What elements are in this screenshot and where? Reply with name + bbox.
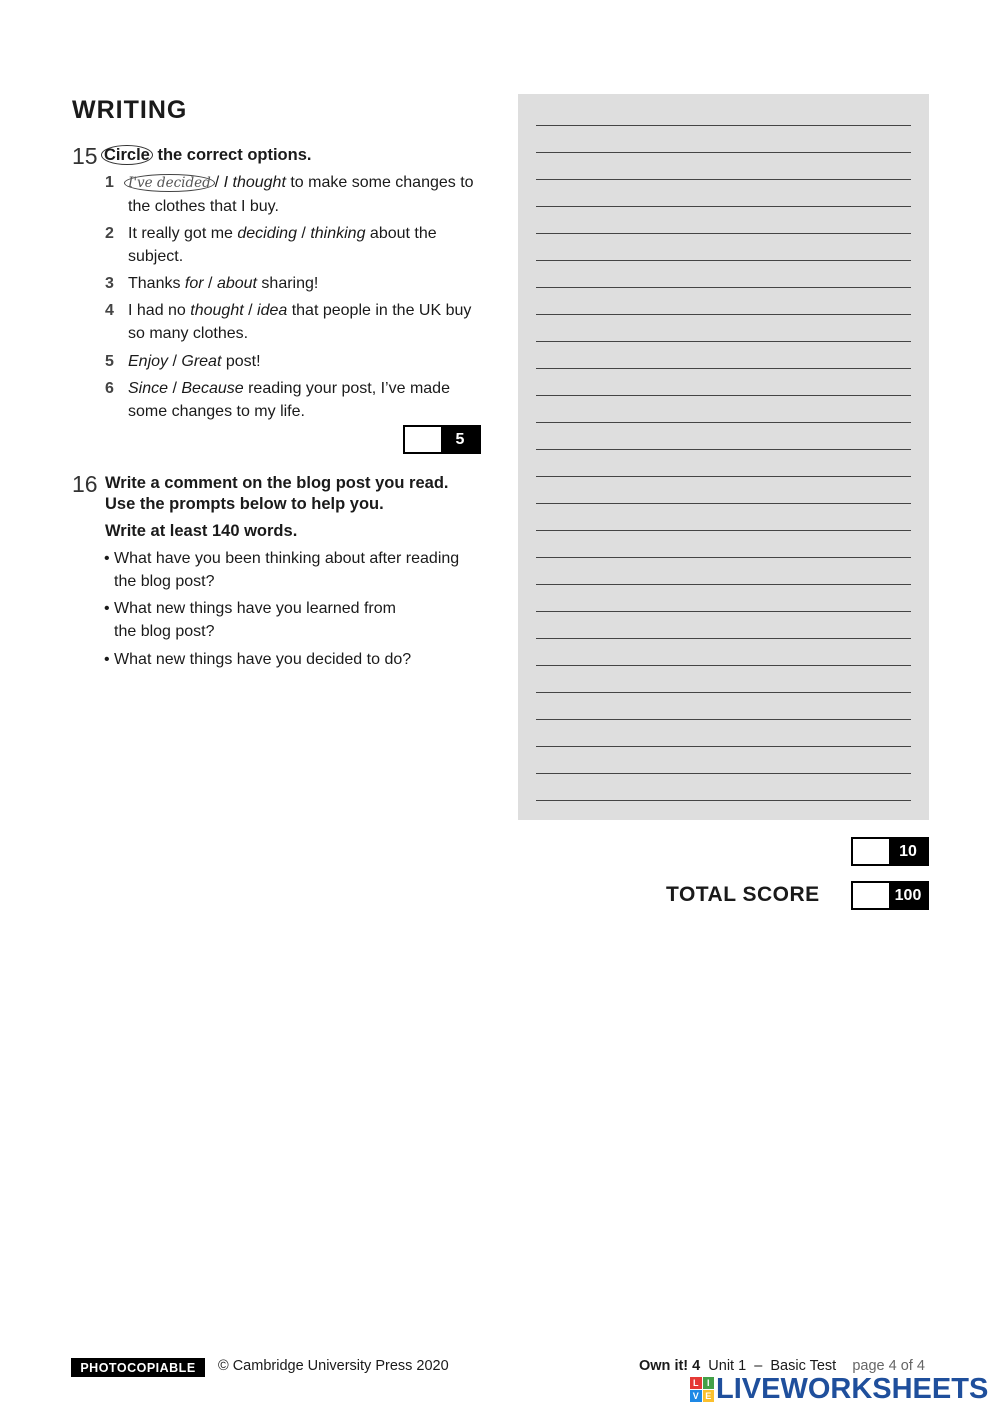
circled-answer[interactable]: I've decided <box>124 174 215 192</box>
writing-line[interactable] <box>536 341 911 342</box>
item-text: sharing! <box>256 275 319 292</box>
writing-line[interactable] <box>536 530 911 531</box>
option-a[interactable]: for <box>184 275 204 292</box>
prompt-2 <box>104 597 484 643</box>
writing-line[interactable] <box>536 773 911 774</box>
item-text: to make some changes to the clothes that I buy. <box>128 174 474 215</box>
item-text: I had no <box>128 302 191 319</box>
q15-item-5 <box>105 350 475 373</box>
q16-instruction-2: Use the prompts below to help you. <box>105 495 384 513</box>
separator: / <box>214 174 224 191</box>
option-b[interactable]: Great <box>181 353 222 370</box>
logo-icon <box>690 1377 714 1401</box>
book-title: Own it! 4 <box>639 1358 701 1374</box>
item-text: about the subject. <box>128 225 437 265</box>
logo-letter: E <box>703 1390 715 1402</box>
score-input[interactable] <box>405 427 441 452</box>
option-a[interactable]: deciding <box>237 225 297 242</box>
option-b[interactable]: idea <box>257 302 288 319</box>
item-text: Thanks <box>128 275 185 292</box>
item-number: 5 <box>105 353 114 370</box>
score-max: 10 <box>889 839 927 864</box>
writing-line[interactable] <box>536 152 911 153</box>
item-text: It really got me <box>128 225 238 242</box>
q16-instruction-1: Write a comment on the blog post you read. <box>105 474 449 492</box>
logo-letter: V <box>690 1390 702 1402</box>
writing-line[interactable] <box>536 476 911 477</box>
writing-line[interactable] <box>536 692 911 693</box>
writing-line[interactable] <box>536 287 911 288</box>
liveworksheets-logo <box>690 1374 988 1404</box>
writing-line[interactable] <box>536 179 911 180</box>
writing-line[interactable] <box>536 395 911 396</box>
writing-line[interactable] <box>536 503 911 504</box>
separator: / <box>296 225 311 242</box>
total-score-box <box>851 881 929 910</box>
total-score-max: 100 <box>889 883 927 908</box>
option-a[interactable]: thought <box>190 302 244 319</box>
option-b[interactable]: about <box>216 275 257 292</box>
logo-letter: L <box>690 1377 702 1389</box>
writing-line[interactable] <box>536 611 911 612</box>
prompt-text: • What new things have you decided to do? <box>104 651 412 668</box>
item-number: 3 <box>105 275 114 292</box>
test-name: Basic Test <box>770 1358 837 1374</box>
instruction-rest: the correct options. <box>157 146 312 164</box>
writing-area[interactable] <box>518 94 929 820</box>
question-15-instruction <box>104 144 311 166</box>
prompt-1 <box>104 547 484 593</box>
item-number: 4 <box>105 302 114 319</box>
copyright: © Cambridge University Press 2020 <box>218 1358 449 1374</box>
q16-instruction-3: Write at least 140 words. <box>105 522 298 540</box>
page-number: page 4 of 4 <box>852 1358 925 1374</box>
writing-line[interactable] <box>536 719 911 720</box>
question-16-number: 16 <box>72 471 98 497</box>
total-score-label: TOTAL SCORE <box>666 883 820 906</box>
total-score-input[interactable] <box>853 883 889 908</box>
q15-item-6 <box>105 377 475 423</box>
score-max: 5 <box>441 427 479 452</box>
q15-item-2 <box>105 222 475 268</box>
item-text: post! <box>221 353 261 370</box>
logo-letter: I <box>703 1377 715 1389</box>
photocopiable-badge: PHOTOCOPIABLE <box>71 1358 205 1377</box>
separator: / <box>243 302 258 319</box>
writing-line[interactable] <box>536 800 911 801</box>
option-a[interactable]: Since <box>128 380 169 397</box>
item-text: reading your post, I’ve made some changes to my life. <box>128 380 450 420</box>
writing-line[interactable] <box>536 206 911 207</box>
writing-line[interactable] <box>536 449 911 450</box>
q15-item-1 <box>105 171 475 218</box>
section-title: WRITING <box>72 96 188 124</box>
option-a[interactable]: Enjoy <box>128 353 169 370</box>
item-number: 1 <box>105 174 114 191</box>
score-input[interactable] <box>853 839 889 864</box>
prompt-text: • What have you been thinking about after reading the blog post? <box>104 550 460 590</box>
q16-score-box <box>851 837 929 866</box>
option-b[interactable]: Because <box>181 380 244 397</box>
writing-line[interactable] <box>536 638 911 639</box>
option-b[interactable]: thinking <box>310 225 366 242</box>
item-number: 6 <box>105 380 114 397</box>
prompt-text: • What new things have you learned from the blog post? <box>104 600 396 640</box>
writing-line[interactable] <box>536 557 911 558</box>
logo-wordmark: LIVEWORKSHEETS <box>716 1372 989 1405</box>
writing-line[interactable] <box>536 422 911 423</box>
q15-item-3 <box>105 272 475 295</box>
unit: Unit 1 <box>708 1358 747 1374</box>
question-15-number: 15 <box>72 143 98 169</box>
item-number: 2 <box>105 225 114 242</box>
prompt-3 <box>104 648 484 671</box>
separator: / <box>203 275 217 292</box>
writing-line[interactable] <box>536 584 911 585</box>
q15-item-4 <box>105 299 475 345</box>
q15-score-box <box>403 425 481 454</box>
item-text: that people in the UK buy so many clothes. <box>128 302 472 342</box>
writing-line[interactable] <box>536 368 911 369</box>
separator: / <box>168 380 182 397</box>
writing-line[interactable] <box>536 665 911 666</box>
writing-line[interactable] <box>536 746 911 747</box>
writing-line[interactable] <box>536 260 911 261</box>
circle-word: Circle <box>101 145 153 165</box>
writing-line[interactable] <box>536 233 911 234</box>
writing-line[interactable] <box>536 314 911 315</box>
writing-line[interactable] <box>536 125 911 126</box>
dash: – <box>754 1358 763 1374</box>
option-b[interactable]: I thought <box>223 174 286 191</box>
separator: / <box>168 353 182 370</box>
